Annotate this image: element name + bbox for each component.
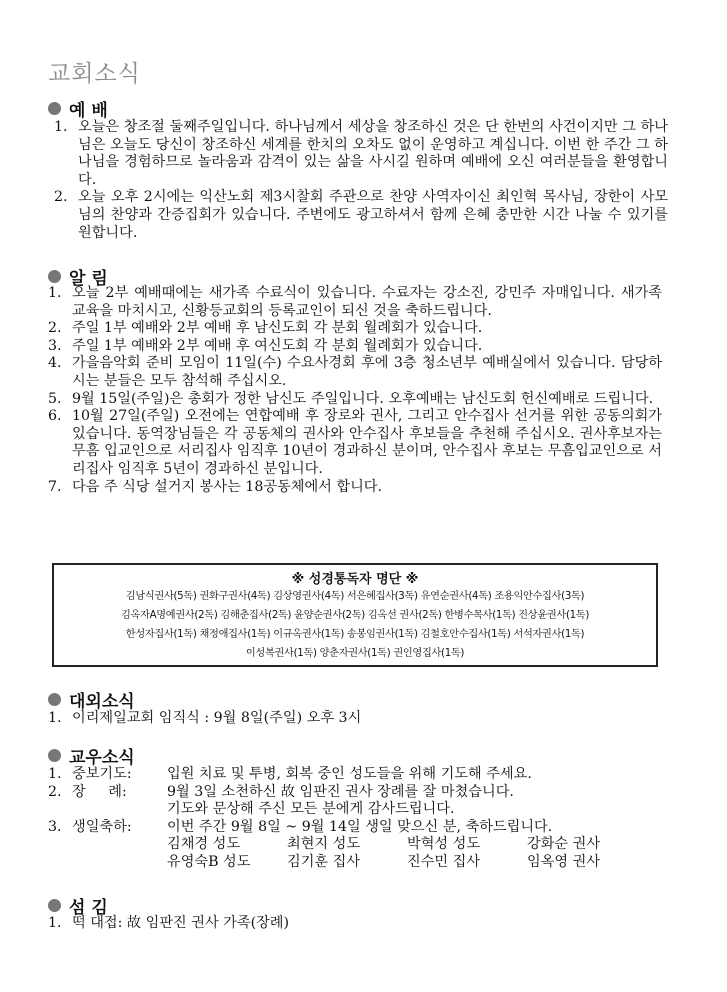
list-item <box>48 766 662 784</box>
service-list <box>48 915 662 933</box>
item-text: 오늘 오후 2시에는 익산노회 제3시찰회 주관으로 찬양 사역자이신 최인혁 목사님, 장한이 사모님의 찬양과 간증집회가 있습니다. 주변에도 광고하셔서 함께 은혜 충만한 시간 나눌 수 있기를 원합니다. <box>78 189 668 241</box>
item-text: 떡 대접: 故 임판진 권사 가족(장례) <box>72 915 290 931</box>
item-label: 장 례: <box>72 783 127 800</box>
item-number: 6. <box>48 408 62 425</box>
list-item <box>48 479 662 497</box>
notices-list <box>48 285 662 496</box>
item-number: 2. <box>48 320 62 337</box>
section-heading-label: 대외소식 <box>69 692 135 712</box>
item-number: 2. <box>48 783 62 800</box>
item-text: 오늘은 창조절 둘째주일입니다. 하나님께서 세상을 창조하신 것은 단 한번의 사건이지만 그 하나님은 오늘도 당신이 창조하신 세계를 한치의 오차도 없이 운영하고 계십니다. 이번 한 주간 그 하나님을 경험하므로 놀라움과 감격이 있는 삶을 사시길 원하며 예배에 오신 여러분들을 환영합니다. <box>78 119 668 188</box>
external-list <box>48 710 662 728</box>
item-text: 다음 주 식당 설거지 봉사는 18공동체에서 합니다. <box>72 478 383 495</box>
bullet-icon <box>48 749 61 762</box>
list-item <box>48 338 662 356</box>
bible-readers-title: ※ 성경통독자 명단 ※ <box>291 572 419 587</box>
item-text: 이리제일교회 임직식 : 9월 8일(주일) 오후 3시 <box>72 710 362 726</box>
birthday-name: 김채경 성도 <box>167 836 241 853</box>
section-heading-members <box>48 743 135 768</box>
list-item <box>48 285 662 320</box>
list-item <box>48 320 662 338</box>
bullet-icon <box>48 693 61 706</box>
bullet-icon <box>48 270 61 283</box>
item-text: 기도와 문상해 주신 모든 분에게 감사드립니다. <box>167 801 455 818</box>
section-heading-label: 섬 김 <box>69 898 108 918</box>
list-item <box>48 408 662 478</box>
list-item <box>54 189 668 242</box>
list-item <box>54 119 668 189</box>
item-number: 3. <box>48 818 62 835</box>
item-number: 7. <box>48 478 62 495</box>
section-heading-worship <box>48 96 108 121</box>
item-text: 주일 1부 예배와 2부 예배 후 여신도회 각 분회 월례회가 있습니다. <box>72 337 483 354</box>
item-text: 오늘 2부 예배때에는 새가족 수료식이 있습니다. 수료자는 강소진, 강민주 자매입니다. 새가족 교육을 마치시고, 신황등교회의 등록교인이 되신 것을 축하드립니다. <box>72 285 662 319</box>
bible-readers-box <box>52 563 658 667</box>
item-text: 이번 주간 9월 8일 ~ 9월 14일 생일 맞으신 분, 축하드립니다. <box>167 818 553 835</box>
members-list <box>48 766 662 872</box>
item-text: 10월 27일(주일) 오전에는 연합예배 후 장로와 권사, 그리고 안수집사 선거를 위한 공동의회가 있습니다. 동역장님들은 각 공동체의 권사와 안수집사 후보들을 추천해 주십시오. 권사후보자는 무흠 입교인으로 서리집사 임직후 10년이 경과하신 분이며, 안수집사 후보는 무흠입교인으로 서리집사 임직후 5년이 경과하신 분입니다. <box>72 408 662 477</box>
item-label: 생일축하: <box>72 818 132 835</box>
list-item <box>48 819 662 872</box>
item-number: 2. <box>54 189 68 206</box>
birthday-names <box>167 836 647 871</box>
item-label: 중보기도: <box>72 766 132 782</box>
item-text: 9월 15일(주일)은 총회가 정한 남신도 주일입니다. 오후예배는 남신도회 헌신예배로 드립니다. <box>72 390 654 407</box>
item-number: 1. <box>48 766 62 782</box>
section-heading-label: 교우소식 <box>69 748 135 768</box>
item-number: 1. <box>48 710 62 726</box>
birthday-name: 임옥영 권사 <box>527 853 601 870</box>
item-text: 가을음악회 준비 모임이 11일(수) 수요사경회 후에 3층 청소년부 예배실에서 있습니다. 담당하시는 분들은 모두 참석해 주십시오. <box>72 355 662 389</box>
page-title: 교회소식 <box>48 61 141 87</box>
item-number: 5. <box>48 390 62 407</box>
item-number: 4. <box>48 355 62 372</box>
item-number: 1. <box>48 915 62 931</box>
birthday-name: 최현지 성도 <box>287 836 361 853</box>
list-item <box>48 391 662 409</box>
section-heading-external <box>48 687 135 712</box>
birthday-name: 진수민 집사 <box>407 853 481 870</box>
item-text: 9월 3일 소천하신 故 임판진 권사 장례를 잘 마쳤습니다. <box>167 783 514 800</box>
item-number: 1. <box>54 119 68 135</box>
item-text: 입원 치료 및 투병, 회복 중인 성도들을 위해 기도해 주세요. <box>167 766 532 782</box>
worship-list <box>48 119 668 242</box>
list-item <box>48 915 662 933</box>
birthday-name: 박혁성 성도 <box>407 836 481 853</box>
section-heading-label: 예 배 <box>69 101 108 121</box>
section-heading-label: 알 림 <box>69 269 108 289</box>
bullet-icon <box>48 102 61 115</box>
list-item <box>48 784 662 819</box>
list-item <box>48 710 662 728</box>
list-item <box>48 355 662 390</box>
item-number: 1. <box>48 285 62 301</box>
bible-readers-line: 한성자집사(1독) 채정애집사(1독) 이규옥권사(1독) 송봉임권사(1독) 김철호안수집사(1독) 서석자권사(1독) <box>125 629 585 640</box>
bible-readers-line: 이성복권사(1독) 양춘자권사(1독) 권인영집사(1독) <box>245 648 465 659</box>
bible-readers-line: 김남식권사(5독) 권화구권사(4독) 김상영권사(4독) 서은혜집사(3독) 유연순권사(4독) 조용익안수집사(3독) <box>125 591 585 602</box>
birthday-name: 강화순 권사 <box>527 836 601 853</box>
birthday-name: 유영숙B 성도 <box>167 853 251 870</box>
item-number: 3. <box>48 337 62 354</box>
bullet-icon <box>48 899 61 912</box>
item-text: 주일 1부 예배와 2부 예배 후 남신도회 각 분회 월례회가 있습니다. <box>72 320 483 337</box>
birthday-name: 김기훈 집사 <box>287 853 361 870</box>
bible-readers-line: 김옥자A명예권사(2독) 김해춘집사(2독) 윤양순권사(2독) 김옥선 권사(2독) 한병수목사(1독) 진상윤권사(1독) <box>120 610 590 621</box>
